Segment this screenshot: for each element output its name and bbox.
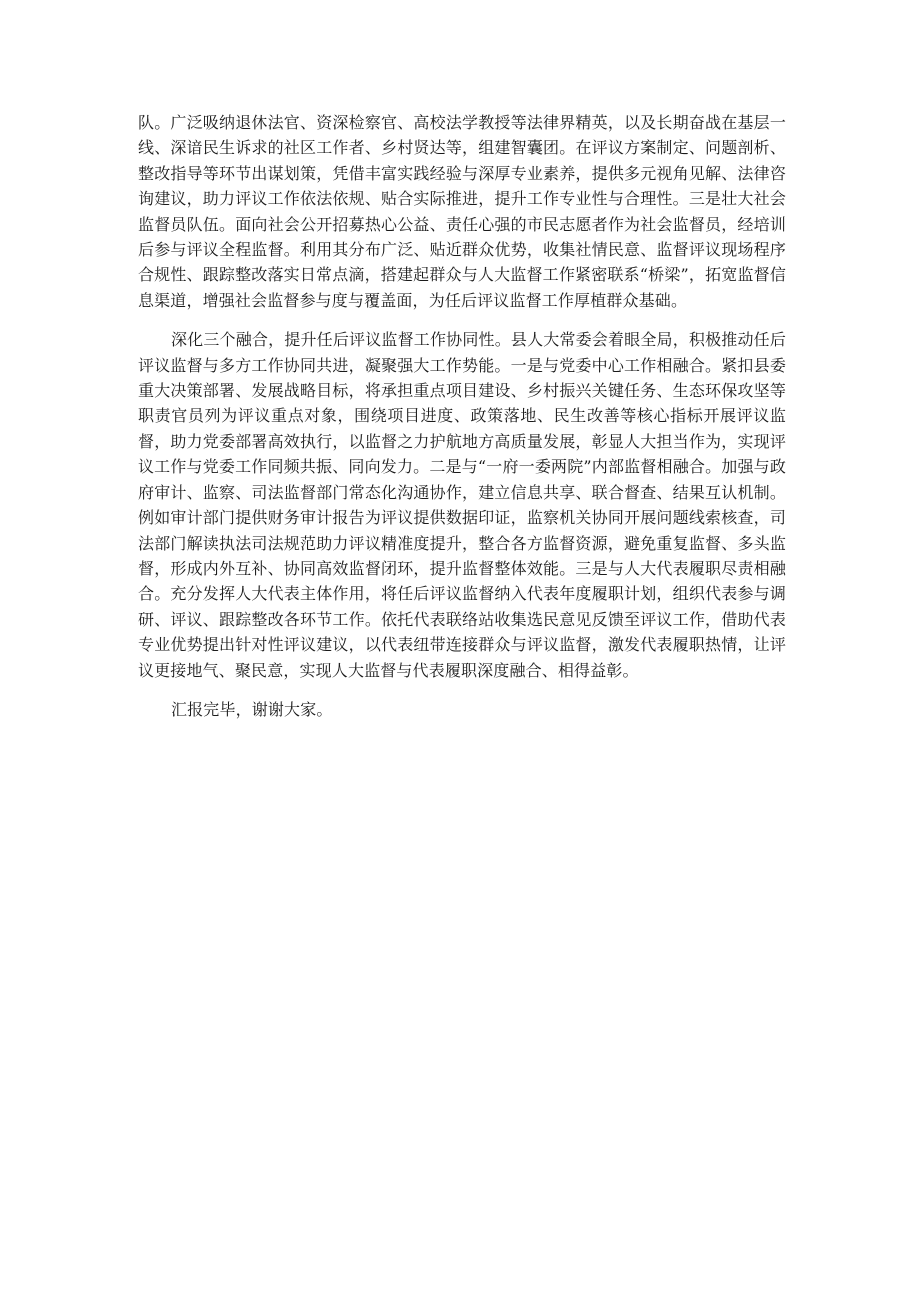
document-page [138,110,786,736]
paragraph-three-integrations: 深化三个融合，提升任后评议监督工作协同性。县人大常委会着眼全局，积极推动任后评议监督与多方工作协同共进，凝聚强大工作势能。一是与党委中心工作相融合。紧扣县委重大决策部署、发展战略目标，将承担重点项目建设、乡村振兴关键任务、生态环保攻坚等职责官员列为评议重点对象，围绕项目进度、政策落地、民生改善等核心指标开展评议监督，助力党委部署高效执行，以监督之力护航地方高质量发展，彰显人大担当作为，实现评议工作与党委工作同频共振、同向发力。二是与“一府一委两院”内部监督相融合。加强与政府审计、监察、司法监督部门常态化沟通协作，建立信息共享、联合督查、结果互认机制。例如审计部门提供财务审计报告为评议提供数据印证，监察机关协同开展问题线索核查，司法部门解读执法司法规范助力评议精准度提升，整合各方监督资源，避免重复监督、多头监督，形成内外互补、协同高效监督闭环，提升监督整体效能。三是与人大代表履职尽责相融合。充分发挥人大代表主体作用，将任后评议监督纳入代表年度履职计划，组织代表参与调研、评议、跟踪整改各环节工作。依托代表联络站收集选民意见反馈至评议工作，借助代表专业优势提出针对性评议建议，以代表纽带连接群众与评议监督，激发代表履职热情，让评议更接地气、聚民意，实现人大监督与代表履职深度融合、相得益彰。 [138,330,786,680]
paragraph-continuation-advisory-team: 队。广泛吸纳退休法官、资深检察官、高校法学教授等法律界精英，以及长期奋战在基层一线、深谙民生诉求的社区工作者、乡村贤达等，组建智囊团。在评议方案制定、问题剖析、整改指导等环节出谋划策，凭借丰富实践经验与深厚专业素养，提供多元视角见解、法律咨询建议，助力评议工作依法依规、贴合实际推进，提升工作专业性与合理性。三是壮大社会监督员队伍。面向社会公开招募热心公益、责任心强的市民志愿者作为社会监督员，经培训后参与评议全程监督。利用其分布广泛、贴近群众优势，收集社情民意、监督评议现场程序合规性、跟踪整改落实日常点滴，搭建起群众与人大监督工作紧密联系“桥梁”，拓宽监督信息渠道，增强社会监督参与度与覆盖面，为任后评议监督工作厚植群众基础。 [138,113,786,310]
paragraph-closing-remarks: 汇报完毕，谢谢大家。 [171,699,333,719]
